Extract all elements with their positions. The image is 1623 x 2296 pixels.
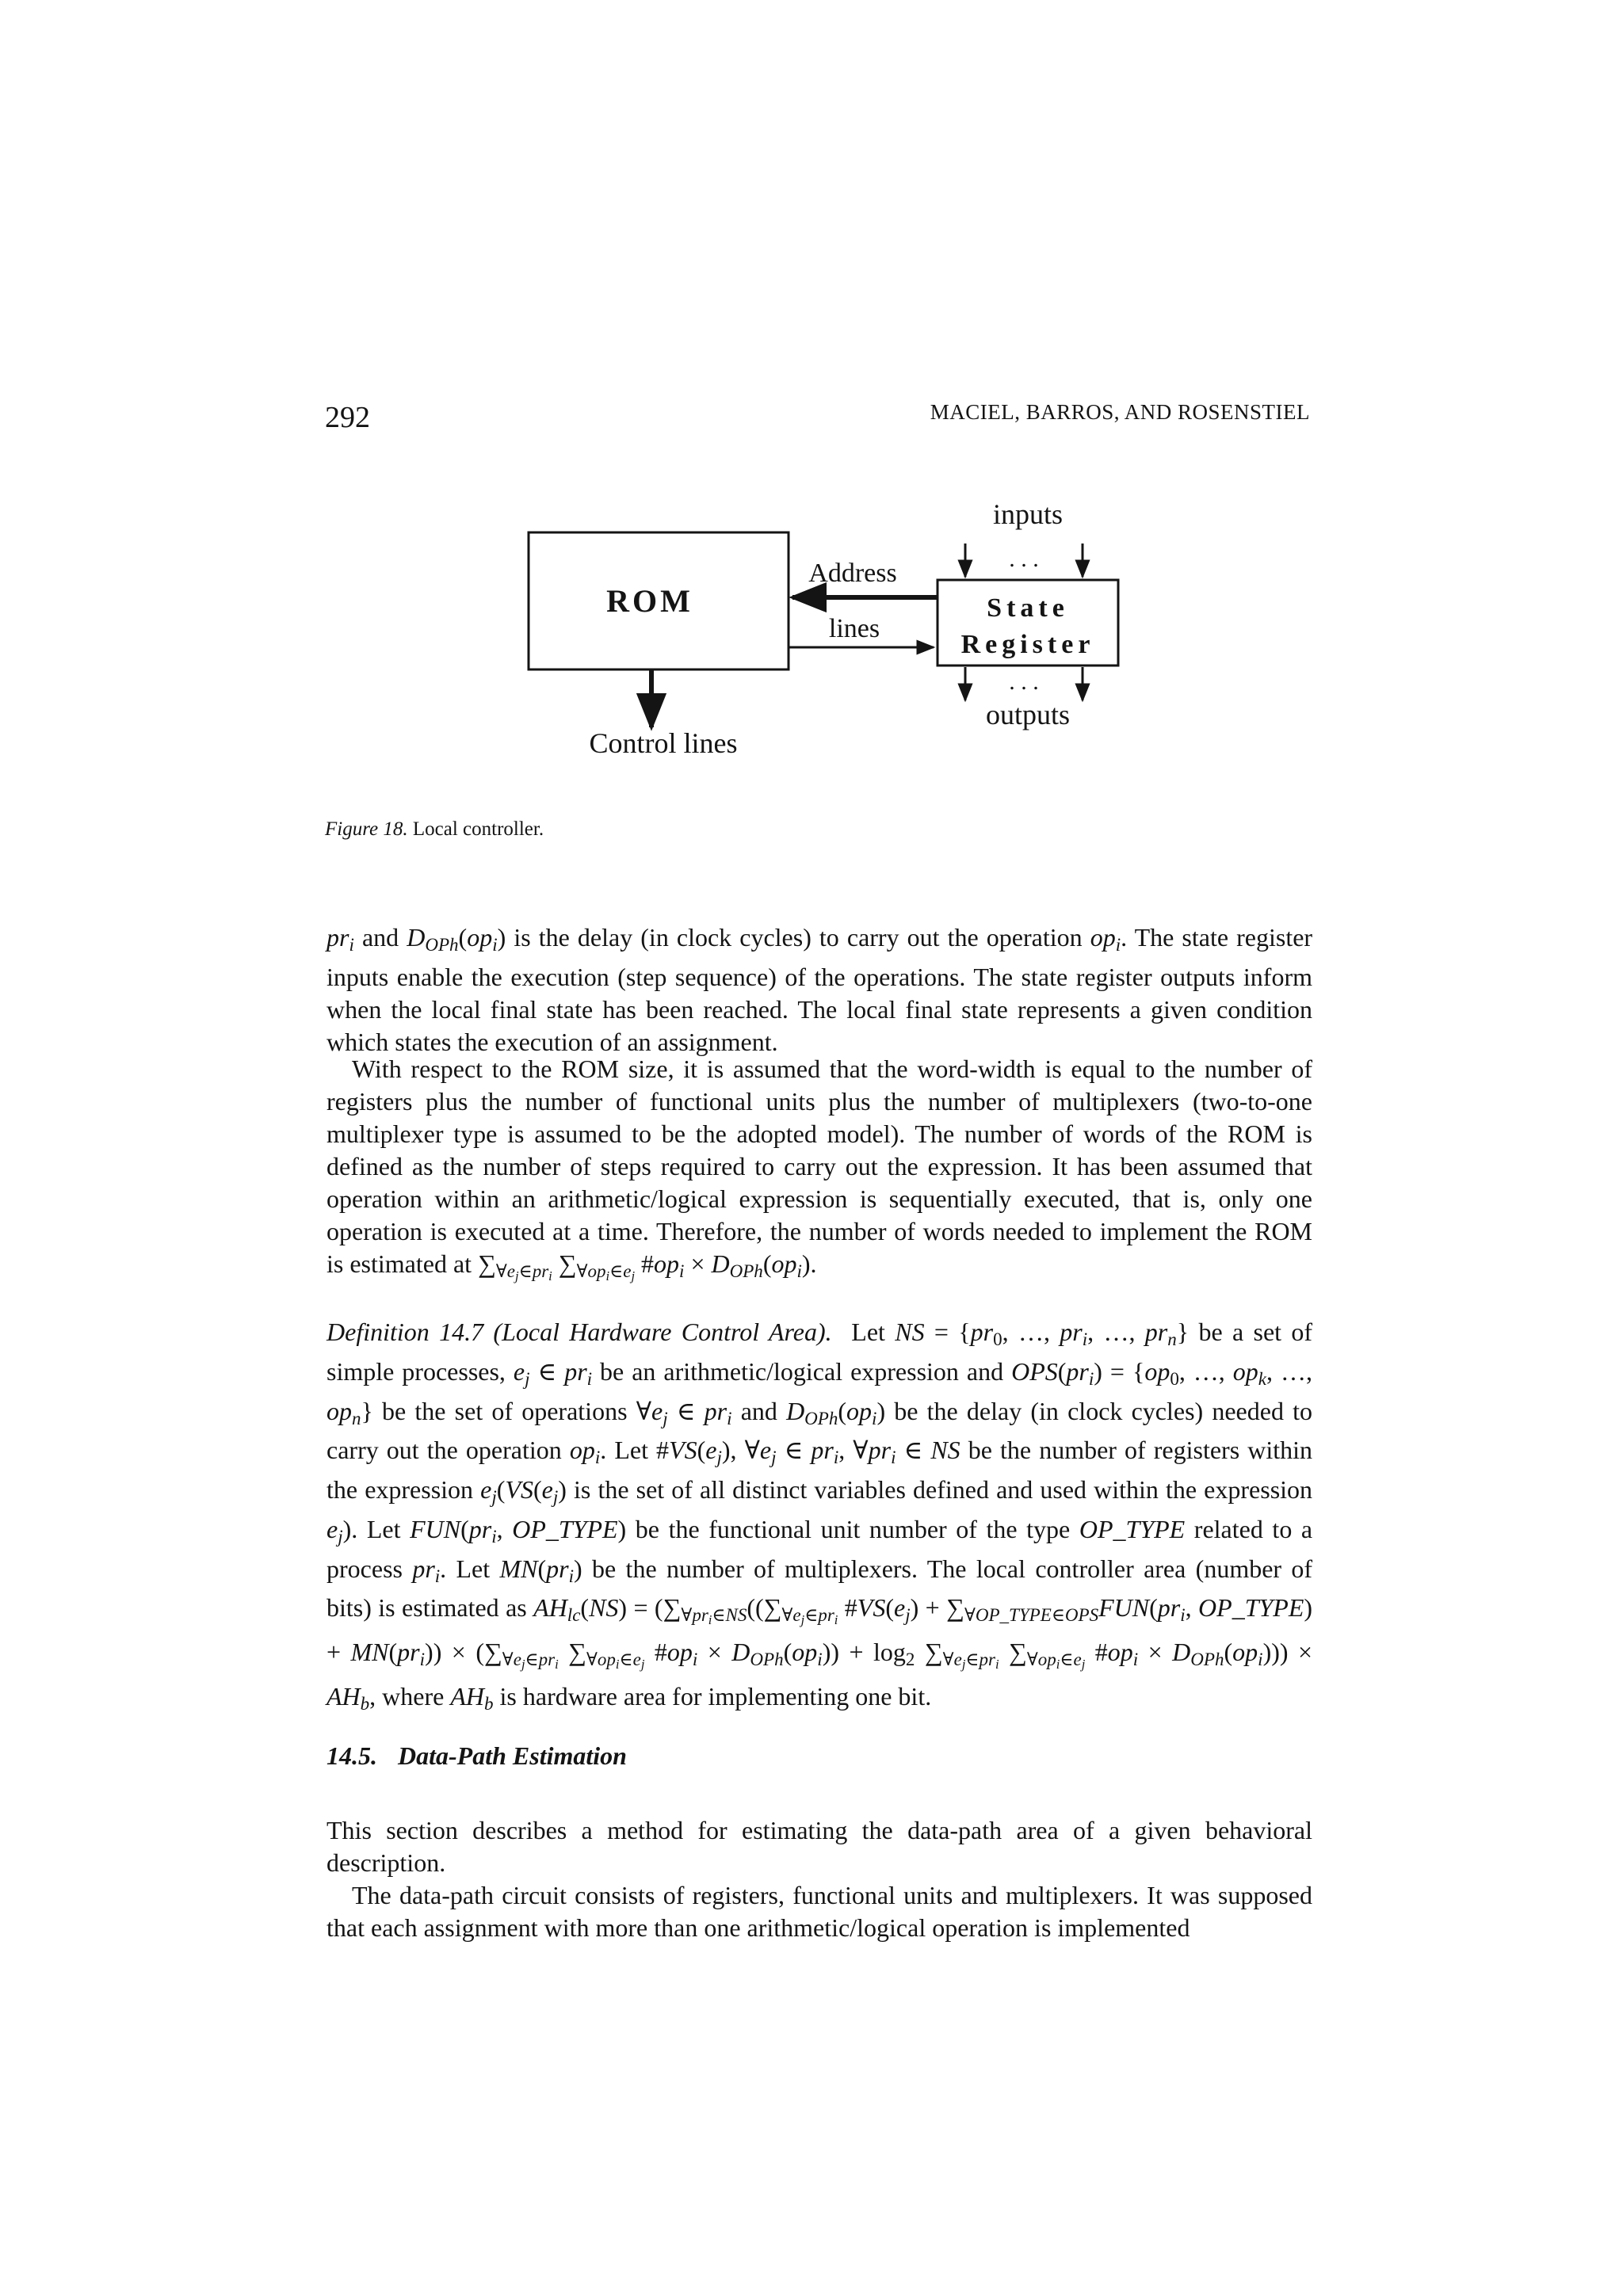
state-register-label-line2: Register	[960, 630, 1095, 659]
state-register-label-line1: State	[987, 593, 1069, 623]
section-title: Data-Path Estimation	[398, 1741, 627, 1770]
outputs-label: outputs	[985, 699, 1071, 730]
caption-label: Figure 18.	[325, 818, 408, 840]
control-lines-label: Control lines	[589, 727, 738, 759]
caption-text: Local controller.	[412, 818, 544, 840]
paragraph-3: This section describes a method for estimating the data-path area of a given behavioral description.	[327, 1816, 1312, 1877]
definition-title: Definition 14.7 (Local Hardware Control Area).	[327, 1318, 832, 1346]
running-head: MACIEL, BARROS, AND ROSENSTIEL	[930, 400, 1310, 424]
page-number: 292	[325, 401, 370, 434]
inputs-label: inputs	[992, 498, 1064, 530]
inputs-ellipsis: . . .	[1009, 546, 1039, 572]
local-controller-figure	[0, 0, 1623, 792]
figure-caption	[325, 818, 544, 841]
section-heading	[327, 1741, 627, 1771]
section-number: 14.5.	[327, 1741, 377, 1770]
paragraph-1: $pr_i$ and $D_{OPh}(op_i)$ is the delay (in clock cycles) to carry out the operation $op_i$. The state register inputs enable the execution (step sequence) of the operations. The state register outputs inform when the local final state has been reached. The local final state represents a given condition which states the execution of an assignment.	[327, 923, 1313, 1056]
definition-14-7: Definition 14.7 (Local Hardware Control Area). Let NS = {$pr_0$, …, $pr_i$, …, $pr_n$} be a set of simple processes, $e_j$ ∈ $pr_i$ be an arithmetic/logical expression and $OPS(pr_i) = \{op_0$, …, $op_k$, …, $op_n$} be the set of operations $\forall e_j$ ∈ $pr_i$ and $D_{OPh}(op_i)$ be the delay (in clock cycles) needed to carry out the operation $op_i$. Let $\#VS(e_j)$, $\forall e_j$ ∈ $pr_i$, $\forall pr_i$ ∈ NS be the number of registers within the expression $e_j(VS(e_j)$ is the set of all distinct variables defined and used within the expression $e_j$). Let $FUN(pr_i$, OP_TYPE) be the functional unit number of the type OP_TYPE related to a process $pr_i$. Let $MN(pr_i)$ be the number of multiplexers. The local controller area (number of bits) is estimated as $AH_{lc}(NS) = (\sum_{\forall pr_i\in NS}((\sum_{\forall e_j\in pr_i}$ $\#VS(e_j) + \sum_{\forall OP\_TYPE\in OPS}FUN(pr_i$, OP_TYPE) + $MN(pr_i)) \times (\sum_{\forall e_j\in pr_i}$ $\sum_{\forall op_i\in e_j}$ $\#op_i \times D_{OPh}(op_i)) + \log_2 \sum_{\forall e_j\in pr_i}$ $\sum_{\forall op_i\in e_j}$ $\#op_i \times D_{OPh}(op_i))) \times AH_b$, where $AH_b$ is hardware area for implementing one bit.	[327, 1318, 1313, 1714]
address-label: Address	[808, 559, 897, 588]
rom-label: ROM	[606, 583, 693, 619]
lines-label: lines	[828, 614, 880, 643]
paragraph-2: With respect to the ROM size, it is assumed that the word-width is equal to the number of registers plus the number of functional units plus the number of multiplexers (two-to-one multiplexer type is assumed to be the adopted model). The number of words of the ROM is defined as the number of steps required to carry out the expression. It has been assumed that operation within an arithmetic/logical expression is sequentially executed, that is, only one operation is executed at a time. Therefore, the number of words needed to implement the ROM is estimated at $\sum_{\forall e_j\in pr_i}$ $\sum_{\forall op_i\in e_j}$ $\#op_i \times D_{OPh}(op_i)$.	[327, 1055, 1312, 1283]
outputs-ellipsis: . . .	[1009, 669, 1039, 695]
paragraph-4: The data-path circuit consists of registers, functional units and multiplexers. It was supposed that each assignment with more than one arithmetic/logical operation is implemented	[327, 1881, 1312, 1942]
